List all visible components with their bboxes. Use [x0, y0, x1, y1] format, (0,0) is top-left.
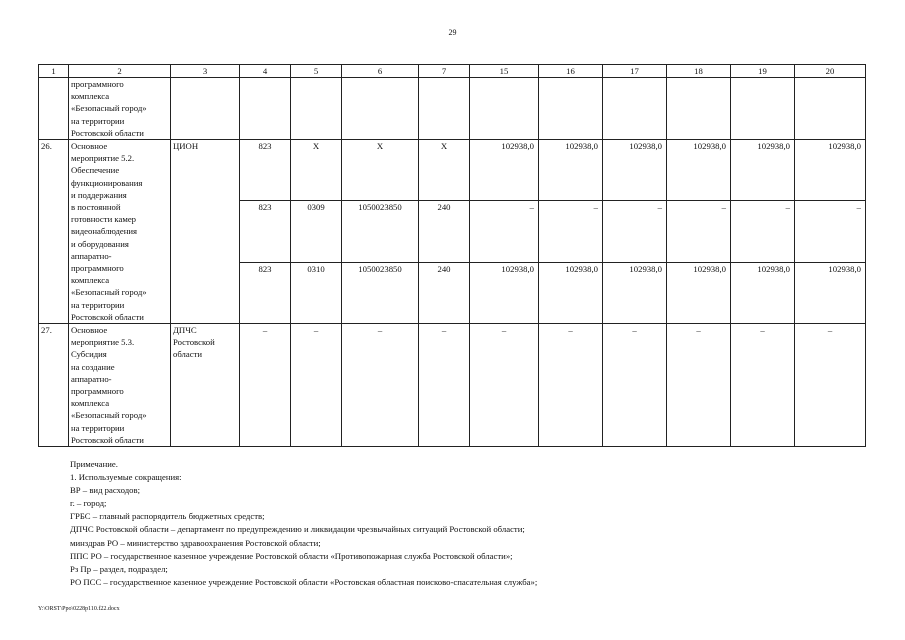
row-number: 27.	[39, 324, 69, 447]
value-cell: 823	[240, 262, 291, 323]
row-number-cell	[39, 78, 69, 140]
row-number: 26.	[39, 140, 69, 324]
value-cell: 240	[419, 262, 470, 323]
value-cell: 102938,0	[603, 140, 667, 201]
measure-name-line: мероприятие 5.3.	[71, 337, 135, 348]
measure-name-line: «Безопасный город»	[71, 410, 147, 421]
empty-cell	[240, 78, 291, 140]
value-cell: 102938,0	[795, 262, 866, 323]
note-line: Примечание.	[70, 459, 118, 469]
measure-name-line: программного	[71, 386, 124, 397]
value-cell: 102938,0	[731, 262, 795, 323]
header-row	[39, 65, 866, 78]
table-row-26	[39, 140, 866, 201]
measure-name-line: Обеспечение	[71, 165, 120, 176]
value-cell: 1050023850	[342, 262, 419, 323]
measure-name-line: на территории	[71, 299, 125, 310]
measure-name-line: «Безопасный город»	[71, 103, 147, 114]
value-cell: 102938,0	[470, 262, 539, 323]
footer-file-path: Y:\ORST\Ppo\0228p110.f22.docx	[38, 606, 120, 612]
value-cell: –	[731, 324, 795, 447]
note-line: г. – город;	[70, 498, 107, 509]
value-cell: –	[291, 324, 342, 447]
column-header: 6	[342, 65, 419, 78]
note-line: минздрав РО – министерство здравоохранения Ростовской области;	[70, 537, 321, 548]
empty-cell	[342, 78, 419, 140]
value-cell: X	[342, 140, 419, 201]
empty-cell	[291, 78, 342, 140]
measure-name-line: «Безопасный город»	[71, 287, 147, 298]
measure-name-line: на создание	[71, 361, 115, 372]
measure-name-line: программного	[71, 263, 124, 274]
value-cell: –	[731, 201, 795, 262]
empty-cell	[795, 78, 866, 140]
empty-cell	[667, 78, 731, 140]
measure-name-line: комплекса	[71, 91, 110, 102]
empty-cell	[731, 78, 795, 140]
measure-name-line: функционирования	[71, 177, 143, 188]
budget-table	[38, 64, 866, 447]
note-line: ВР – вид расходов;	[70, 485, 140, 496]
column-header: 3	[171, 65, 240, 78]
note-line: ДПЧС Ростовской области – департамент по предупреждению и ликвидации чрезвычайных ситуаций Ростовской области;	[70, 524, 525, 535]
measure-name-line: на территории	[71, 115, 125, 126]
note-line: 1. Используемые сокращения:	[70, 472, 182, 483]
value-cell: 0310	[291, 262, 342, 323]
measure-name-line: Основное	[71, 141, 108, 152]
column-header: 17	[603, 65, 667, 78]
value-cell: 102938,0	[603, 262, 667, 323]
measure-name-line: и поддержания	[71, 189, 127, 200]
value-cell: –	[603, 324, 667, 447]
measure-name-line: мероприятие 5.2.	[71, 153, 135, 164]
measure-name-line: Ростовской области	[71, 127, 144, 138]
executor	[171, 324, 240, 447]
measure-name	[69, 78, 171, 140]
empty-cell	[539, 78, 603, 140]
page-number: 29	[448, 28, 457, 37]
value-cell: –	[603, 201, 667, 262]
value-cell: 102938,0	[667, 262, 731, 323]
column-header: 7	[419, 65, 470, 78]
value-cell: –	[667, 324, 731, 447]
note-line: РО ПСС – государственное казенное учреждение Ростовской области «Ростовская областная поисково-спасательная служба»;	[70, 576, 538, 587]
value-cell: –	[470, 324, 539, 447]
value-cell: 240	[419, 201, 470, 262]
empty-cell	[603, 78, 667, 140]
note-line: Рз Пр – раздел, подраздел;	[70, 563, 168, 574]
value-cell: –	[342, 324, 419, 447]
value-cell: 102938,0	[795, 140, 866, 201]
column-header: 1	[39, 65, 69, 78]
value-cell: –	[539, 324, 603, 447]
value-cell: 1050023850	[342, 201, 419, 262]
measure-name-line: в постоянной	[71, 202, 121, 213]
measure-name	[69, 324, 171, 447]
value-cell: –	[419, 324, 470, 447]
value-cell: 102938,0	[470, 140, 539, 201]
value-cell: 102938,0	[667, 140, 731, 201]
executor-line: Ростовской	[173, 337, 215, 348]
measure-name-line: Субсидия	[71, 349, 107, 360]
measure-name-line: Ростовской области	[71, 311, 144, 322]
column-header: 15	[470, 65, 539, 78]
column-header: 19	[731, 65, 795, 78]
value-cell: 102938,0	[539, 262, 603, 323]
measure-name-line: и оборудования	[71, 238, 129, 249]
value-cell: 0309	[291, 201, 342, 262]
value-cell: –	[240, 324, 291, 447]
value-cell: –	[539, 201, 603, 262]
executor-line: ДПЧС	[173, 325, 197, 336]
measure-name-line: аппаратно-	[71, 373, 112, 384]
value-cell: 102938,0	[731, 140, 795, 201]
column-header: 20	[795, 65, 866, 78]
measure-name-line: комплекса	[71, 398, 110, 409]
executor-line: области	[173, 349, 203, 360]
value-cell: 102938,0	[539, 140, 603, 201]
empty-cell	[171, 78, 240, 140]
executor: ЦИОН	[171, 140, 240, 324]
note-line: ППС РО – государственное казенное учреждение Ростовской области «Противопожарная служба Ростовской области»;	[70, 550, 513, 561]
measure-name-line: программного	[71, 79, 124, 89]
value-cell: –	[795, 201, 866, 262]
table-row-continuation	[39, 78, 866, 140]
column-header: 18	[667, 65, 731, 78]
notes-block	[70, 458, 537, 589]
measure-name-line: видеонаблюдения	[71, 226, 138, 237]
measure-name-line: на территории	[71, 422, 125, 433]
column-header: 5	[291, 65, 342, 78]
column-header: 2	[69, 65, 171, 78]
value-cell: –	[795, 324, 866, 447]
measure-name-line: комплекса	[71, 275, 110, 286]
value-cell: 823	[240, 201, 291, 262]
column-header: 16	[539, 65, 603, 78]
column-header: 4	[240, 65, 291, 78]
note-line: ГРБС – главный распорядитель бюджетных средств;	[70, 511, 265, 522]
measure-name-line: готовности камер	[71, 214, 137, 225]
table-row-27	[39, 324, 866, 447]
measure-name-line: Ростовской области	[71, 434, 144, 445]
value-cell: X	[419, 140, 470, 201]
measure-name	[69, 140, 171, 324]
empty-cell	[419, 78, 470, 140]
value-cell: X	[291, 140, 342, 201]
value-cell: –	[667, 201, 731, 262]
measure-name-line: Основное	[71, 325, 108, 336]
empty-cell	[470, 78, 539, 140]
value-cell: –	[470, 201, 539, 262]
measure-name-line: аппаратно-	[71, 250, 112, 261]
value-cell: 823	[240, 140, 291, 201]
